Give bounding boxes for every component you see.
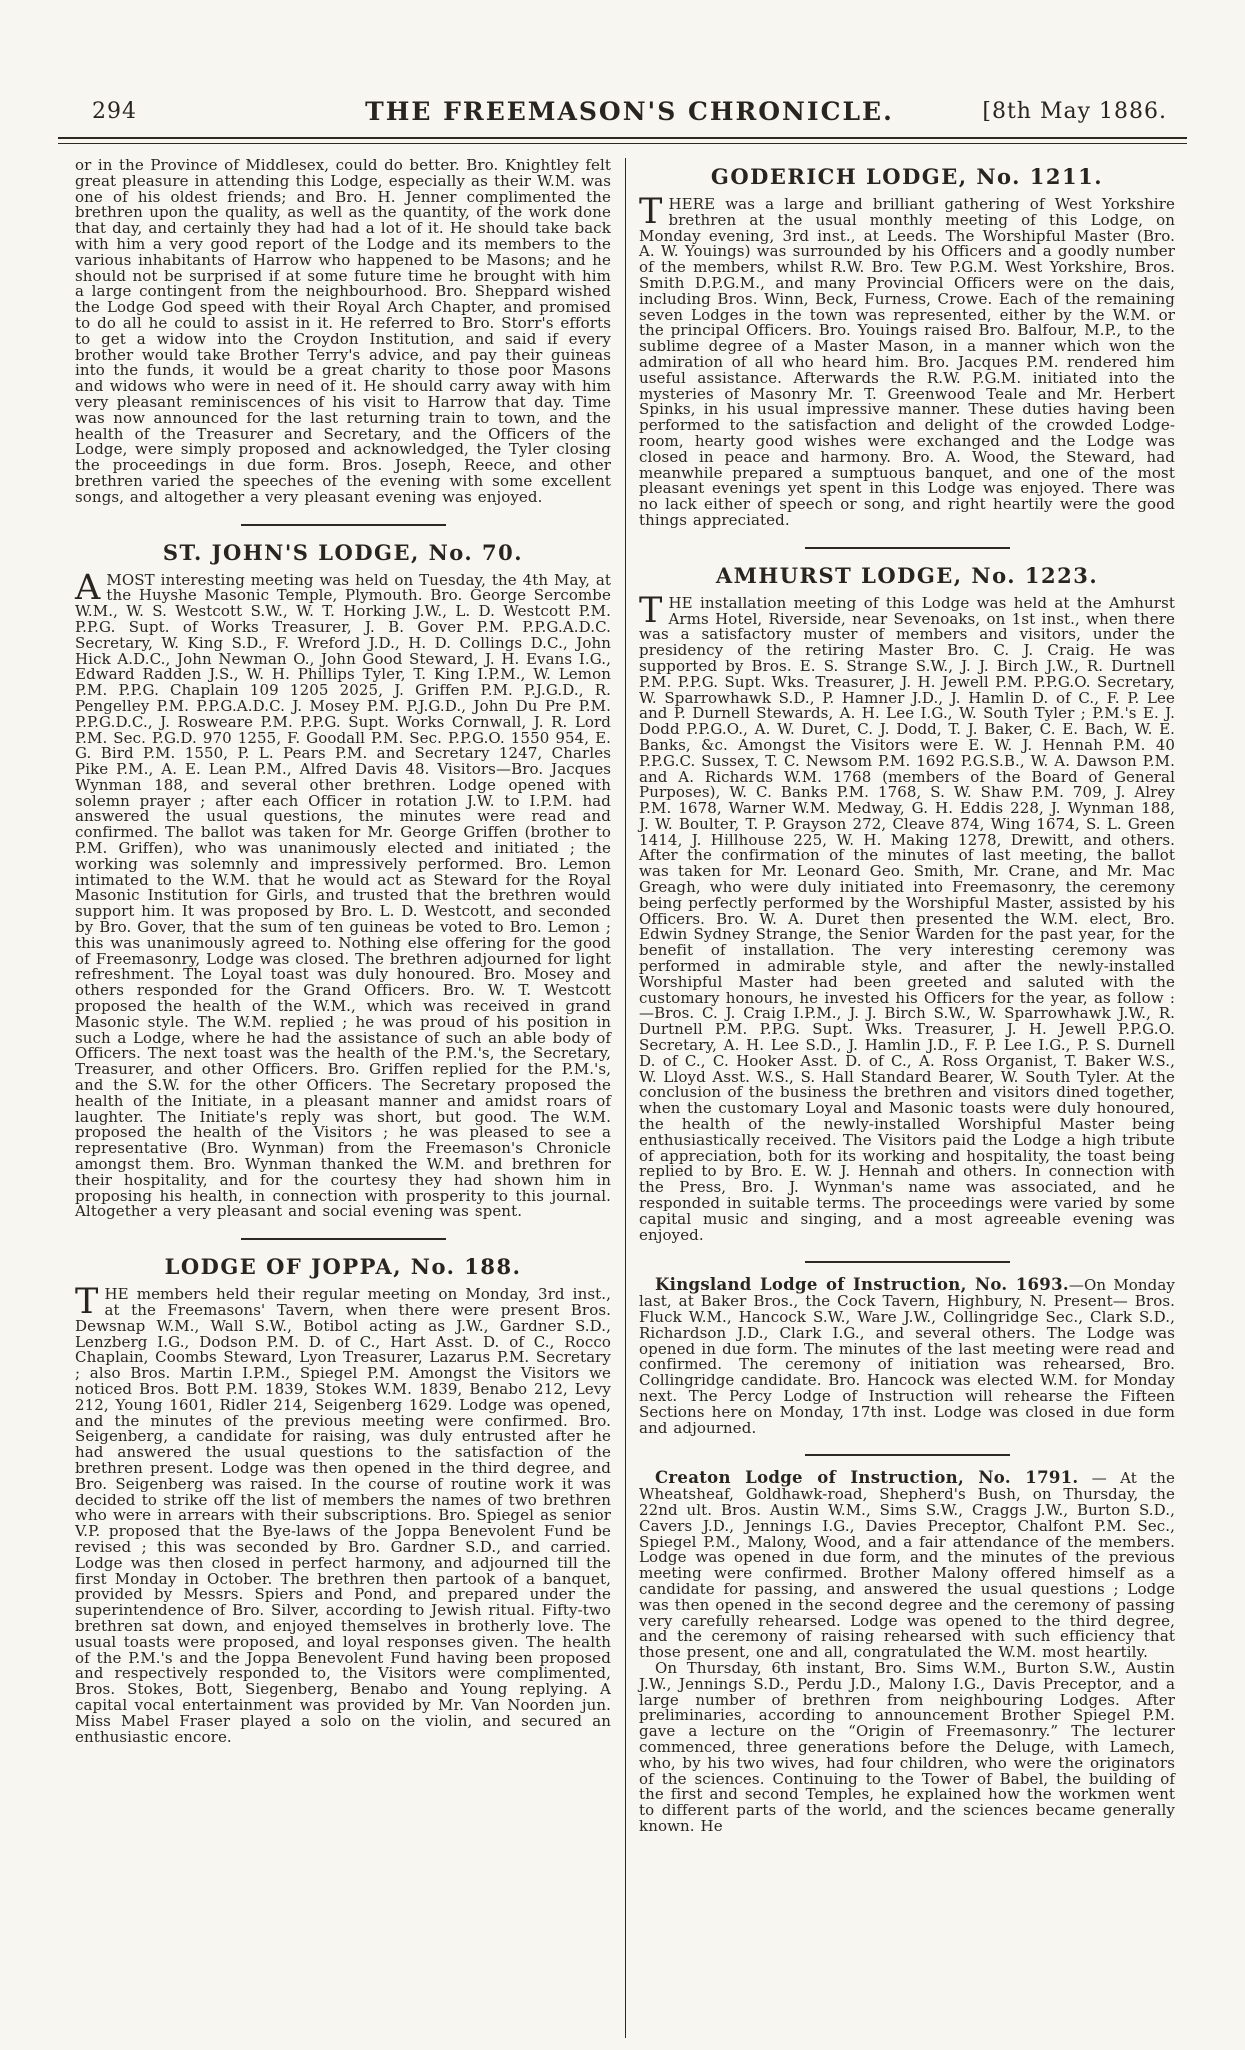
lodge-report-article [75, 1254, 611, 1745]
article-paragraph: Kingsland Lodge of Instruction, No. 1693.—On Monday last, at Baker Bros., the Cock Tavern, Highbury, N. Present— Bros. Fluck W.M., Hancock S.W., Ware J.W., Collingridge Sec., Clark S.D., Richardson J.D., Clark I.G., and several others. The Lodge was opened in due form. The minutes of the last meeting were read and confirmed. The ceremony of initiation was rehearsed, Bro. Collingridge candidate. Bro. Hancock was elected W.M. for Monday next. The Percy Lodge of Instruction will rehearse the Fifteen Sections here on Monday, 17th inst. Lodge was closed in due form and adjourned. [639, 1275, 1175, 1437]
article-separator-rule [241, 1238, 446, 1240]
article-separator-rule [805, 1454, 1010, 1456]
drop-cap-letter: T [75, 1282, 99, 1323]
column-divider-rule [625, 158, 626, 2038]
left-column [75, 158, 611, 2038]
article-heading: GODERICH LODGE, No. 1211. [710, 164, 1104, 189]
article-paragraph: THE installation meeting of this Lodge was held at the Amhurst Arms Hotel, Riverside, near Sevenoaks, on 1st inst., when there was a satisfactory muster of members and visitors, under the presidency of the retiring Master Bro. C. J. Craig. He was supported by Bros. E. S. Strange S.W., J. J. Birch J.W., R. Durtnell P.M. P.P.G. Supt. Wks. Treasurer, J. H. Jewell P.M. P.P.G.O. Secretary, W. Sparrowhawk S.D., P. Hamner J.D., J. Hamlin D. of C., F. P. Lee and P. Durnell Stewards, A. H. Lee I.G., W. South Tyler ; P.M.'s E. J. Dodd P.P.G.O., A. W. Duret, C. J. Dodd, T. J. Baker, C. E. Bach, W. E. Banks, &c. Amongst the Visitors were E. W. J. Hennah P.M. 40 P.P.G.C. Sussex, T. C. Newsom P.M. 1692 P.G.S.B., W. A. Dawson P.M. and A. Richards W.M. 1768 (members of the Board of General Purposes), W. C. Banks P.M. 1768, S. W. Shaw P.M. 709, J. Alrey P.M. 1678, Warner W.M. Medway, G. H. Eddis 228, J. Wynman 188, J. W. Boulter, T. P. Grayson 272, Cleave 874, Wing 1674, S. L. Green 1414, J. Hillhouse 225, W. H. Making 1278, Drewitt, and others. After the confirmation of the minutes of last meeting, the ballot was taken for Mr. Leonard Geo. Smith, Mr. Crane, and Mr. Mac Greagh, who were duly initiated into Freemasonry, the ceremony being perfectly performed by the Worshipful Master, assisted by his Officers. Bro. W. A. Duret then presented the W.M. elect, Bro. Edwin Sydney Strange, the Senior Warden for the past year, for the benefit of installation. The very interesting ceremony was performed in admirable style, and after the newly-installed Worshipful Master had been greeted and saluted with the customary honours, he invested his Officers for the year, as follow :—Bros. C. J. Craig I.P.M., J. J. Birch S.W., W. Sparrowhawk J.W., R. Durtnell P.M. P.P.G. Supt. Wks. Treasurer, J. H. Jewell P.P.G.O. Secretary, A. H. Lee S.D., J. Hamlin J.D., F. P. Lee I.G., P. S. Durnell D. of C., C. Hooker Asst. D. of C., A. Ross Organist, T. Baker W.S., W. Lloyd Asst. W.S., S. Hall Standard Bearer, W. South Tyler. At the conclusion of the business the brethren and visitors dined together, when the customary Loyal and Masonic toasts were duly honoured, the health of the newly-installed Worshipful Master being enthusiastically received. The Visitors paid the Lodge a high tribute of appreciation, both for its working and hospitality, the toast being replied to by Bro. E. W. J. Hennah and others. In connection with the Press, Bro. J. Wynman's name was associated, and he responded in suitable terms. The proceedings were varied by some capital music and singing, and a most agreeable evening was enjoyed. [639, 590, 1175, 1244]
lodge-report-article [639, 164, 1175, 529]
right-column [639, 158, 1175, 2038]
article-separator-rule [805, 1261, 1010, 1263]
lodge-instruction-article [639, 1277, 1175, 1436]
page-number: 294 [92, 99, 137, 124]
lodge-report-article [75, 540, 611, 1221]
article-heading: AMHURST LODGE, No. 1223. [715, 562, 1099, 588]
drop-cap-letter: A [75, 567, 101, 608]
continued-article [75, 158, 611, 506]
lodge-report-article [639, 563, 1175, 1244]
article-lead-in: Kingsland Lodge of Instruction, No. 1693. [655, 1275, 1069, 1295]
page-date: [8th May 1886. [982, 99, 1167, 124]
article-paragraph: or in the Province of Middlesex, could do better. Bro. Knightley felt great pleasure in attending this Lodge, especially as their W.M. was one of his oldest friends; and Bro. H. Jenner complimented the brethren upon the quality, as well as the quantity, of the work done that day, and certainly they had had a lot of it. He should take back with him a very good report of the Lodge and its members to the various inhabitants of Harrow who happened to be Masons; and he should not be surprised if at some future time he brought with him a large contingent from the neighbourhood. Bro. Sheppard wished the Lodge God speed with their Royal Arch Chapter, and promised to do all he could to assist in it. He referred to Bro. Storr's efforts to get a widow into the Croydon Institution, and said if every brother would take Brother Terry's advice, and pay their guineas into the funds, it would be a great charity to those poor Masons and widows who were in need of it. He should carry away with him very pleasant reminiscences of his visit to Harrow that day. Time was now announced for the last returning train to town, and the health of the Treasurer and Secretary, and the Officers of the Lodge, were simply proposed and acknowledged, the Tyler closing the proceedings in due form. Bros. Joseph, Reece, and other brethren varied the speeches of the evening with some excellent songs, and altogether a very pleasant evening was enjoyed. [75, 156, 611, 506]
article-heading: LODGE OF JOPPA, No. 188. [164, 1254, 522, 1280]
masthead [92, 84, 1167, 128]
article-heading: ST. JOHN'S LODGE, No. 70. [162, 539, 524, 565]
article-separator-rule [241, 524, 446, 526]
drop-cap-letter: T [639, 192, 663, 232]
article-paragraph: THE members held their regular meeting on Monday, 3rd inst., at the Freemasons' Tavern, when there were present Bros. Dewsnap W.M., Wall S.W., Botibol acting as J.W., Gardner S.D., Lenzberg I.G., Dodson P.M. D. of C., Hart Asst. D. of C., Rocco Chaplain, Coombs Steward, Lyon Treasurer, Lazarus P.M. Secretary ; also Bros. Martin I.P.M., Spiegel P.M. Amongst the Visitors we noticed Bros. Bott P.M. 1839, Stokes W.M. 1839, Benabo 212, Levy 212, Young 1601, Ridler 214, Seigenberg 1629. Lodge was opened, and the minutes of the previous meeting were confirmed. Bro. Seigenberg, a candidate for raising, was duly entrusted after he had answered the usual questions to the satisfaction of the brethren present. Lodge was then opened in the third degree, and Bro. Seigenberg was raised. In the course of routine work it was decided to strike off the list of members the names of two brethren who were in arrears with their subscriptions. Bro. Spiegel as senior V.P. proposed that the Bye-laws of the Joppa Benevolent Fund be revised ; this was seconded by Bro. Gardner S.D., and carried. Lodge was then closed in perfect harmony, and adjourned till the first Monday in October. The brethren then partook of a banquet, provided by Messrs. Spiers and Pond, and prepared under the superintendence of Bro. Silver, according to Jewish ritual. Fifty-two brethren sat down, and enjoyed themselves in brotherly love. The usual toasts were proposed, and loyal responses given. The health of the P.M.'s and the Joppa Benevolent Fund having been proposed and respectively responded to, the Visitors were complimented, Bros. Stokes, Bott, Siegenberg, Benabo and Young replying. A capital vocal entertainment was provided by Mr. Van Noorden jun. Miss Mabel Fraser played a solo on the violin, and secured an enthusiastic encore. [75, 1282, 611, 1746]
article-paragraph: On Thursday, 6th instant, Bro. Sims W.M., Burton S.W., Austin J.W., Jennings S.D., Perdu J.D., Malony I.G., Davis Preceptor, and a large number of brethren from neighbouring Lodges. After preliminaries, according to announcement Brother Spiegel P.M. gave a lecture on the “Origin of Freemasonry.” The lecturer commenced, three generations before the Deluge, with Lamech, who, by his two wives, had four children, who were the originators of the sciences. Continuing to the Tower of Babel, the building of the first and second Temples, he explained how the workmen went to different parts of the world, and the sciences became generally known. He [639, 1658, 1175, 1835]
lodge-instruction-article [639, 1470, 1175, 1834]
article-paragraph: THERE was a large and brilliant gathering of West Yorkshire brethren at the usual monthly meeting of this Lodge, on Monday evening, 3rd inst., at Leeds. The Worshipful Master (Bro. A. W. Youings) was surrounded by his Officers and a goodly number of the members, whilst R.W. Bro. Tew P.G.M. West Yorkshire, Bros. Smith D.P.G.M., and many Provincial Officers were on the dais, including Bros. Winn, Beck, Furness, Crowe. Each of the remaining seven Lodges in the town was represented, either by the W.M. or the principal Officers. Bro. Youings raised Bro. Balfour, M.P., to the sublime degree of a Master Mason, in a manner which won the admiration of all who heard him. Bro. Jacques P.M. rendered him useful assistance. Afterwards the R.W. P.G.M. initiated into the mysteries of Masonry Mr. T. Greenwood Teale and Mr. Herbert Spinks, in his usual impressive manner. These duties having been performed to the satisfaction and delight of the crowded Lodge-room, hearty good wishes were exchanged and the Lodge was closed in peace and harmony. Bro. A. Wood, the Steward, had meanwhile prepared a sumptuous banquet, and one of the most pleasant evenings yet spent in this Lodge was enjoyed. There was no lack either of speech or song, and right heartily were the good things appreciated. [639, 192, 1175, 529]
text-columns [75, 158, 1175, 2038]
drop-cap-letter: T [639, 590, 663, 631]
article-paragraph: Creaton Lodge of Instruction, No. 1791. — At the Wheatsheaf, Goldhawk-road, Shepherd's Bush, on Thursday, the 22nd ult. Bros. Austin W.M., Sims S.W., Craggs J.W., Burton S.D., Cavers J.D., Jennings I.G., Davies Preceptor, Chalfont P.M. Sec., Spiegel P.M., Malony, Wood, and a fair attendance of the members. Lodge was opened in due form, and the minutes of the previous meeting were confirmed. Brother Malony offered himself as a candidate for passing, and answered the usual questions ; Lodge was then opened in the second degree and the ceremony of passing very carefully rehearsed. Lodge was opened to the third degree, and the ceremony of raising rehearsed with such efficiency that those present, one and all, congratulated the W.M. most heartily. [639, 1468, 1175, 1662]
masthead-double-rule [58, 137, 1187, 144]
article-lead-in: Creaton Lodge of Instruction, No. 1791. [655, 1468, 1079, 1488]
article-paragraph: AMOST interesting meeting was held on Tuesday, the 4th May, at the Huyshe Masonic Temple, Plymouth. Bro. George Sercombe W.M., W. S. Westcott S.W., W. T. Horking J.W., L. D. Westcott P.M. P.P.G. Supt. of Works Treasurer, J. B. Gover P.M. P.P.G.A.D.C. Secretary, W. King S.D., F. Wreford J.D., H. D. Collings D.C., John Hick A.D.C., John Newman O., John Good Steward, J. H. Evans I.G., Edward Radden J.S., W. H. Phillips Tyler, T. King I.P.M., W. Lemon P.M. P.P.G. Chaplain 109 1205 2025, J. Griffen P.M. P.J.G.D., R. Pengelley P.M. P.P.G.A.D.C. J. Mosey P.M. P.J.G.D., John Du Pre P.M. P.P.G.D.C., J. Rosweare P.M. P.P.G. Supt. Works Cornwall, J. R. Lord P.M. Sec. P.G.D. 970 1255, F. Goodall P.M. Sec. P.P.G.O. 1550 954, E. G. Bird P.M. 1550, P. L. Pears P.M. and Secretary 1247, Charles Pike P.M., A. E. Lean P.M., Alfred Davis 48. Visitors—Bro. Jacques Wynman 188, and several other brethren. Lodge opened with solemn prayer ; after each Officer in rotation J.W. to I.P.M. had answered the usual questions, the minutes were read and confirmed. The ballot was taken for Mr. George Griffen (brother to P.M. Griffen), who was unanimously elected and initiated ; the working was solemnly and impressively performed. Bro. Lemon intimated to the W.M. that he would act as Steward for the Royal Masonic Institution for Girls, and trusted that the brethren would support him. It was proposed by Bro. L. D. Westcott, and seconded by Bro. Gover, that the sum of ten guineas be voted to Bro. Lemon ; this was unanimously agreed to. Nothing else offering for the good of Freemasonry, Lodge was closed. The brethren adjourned for light refreshment. The Loyal toast was duly honoured. Bro. Mosey and others responded for the Grand Officers. Bro. W. T. Westcott proposed the health of the W.M., which was received in grand Masonic style. The W.M. replied ; he was proud of his position in such a Lodge, where he had the assistance of such an able body of Officers. The next toast was the health of the P.M.'s, the Secretary, Treasurer, and other Officers. Bro. Griffen replied for the P.M.'s, and the S.W. for the other Officers. The Secretary proposed the health of the Initiate, in a pleasant manner and amidst roars of laughter. The Initiate's reply was short, but good. The W.M. proposed the health of the Visitors ; he was pleased to see a representative (Bro. Wynman) from the Freemason's Chronicle amongst them. Bro. Wynman thanked the W.M. and brethren for their hospitality, and for the courtesy they had shown him in proposing his health, in connection with prosperity to this journal. Altogether a very pleasant and social evening was spent. [75, 567, 611, 1221]
article-separator-rule [805, 547, 1010, 549]
page-title: THE FREEMASON'S CHRONICLE. [365, 97, 894, 126]
